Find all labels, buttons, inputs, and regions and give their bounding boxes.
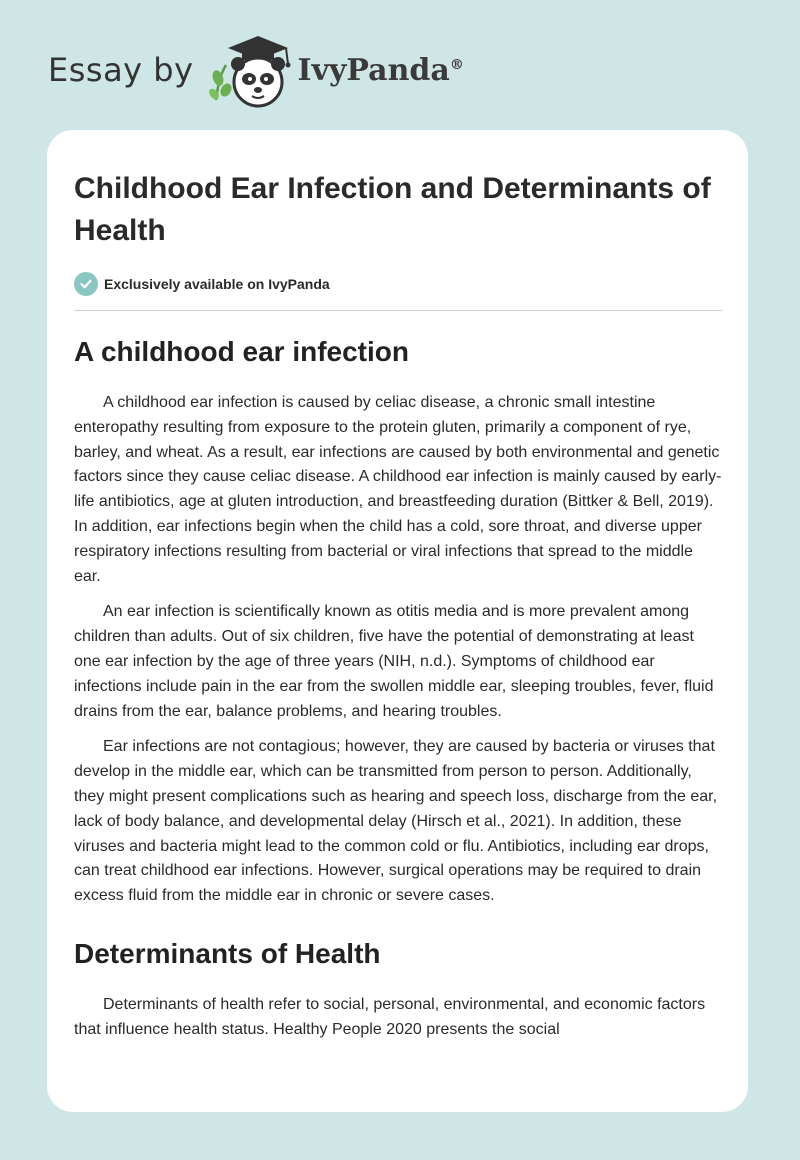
exclusive-badge <box>74 272 722 296</box>
essay-card <box>47 130 748 1112</box>
panda-logo-icon[interactable] <box>206 30 296 110</box>
section-heading: A childhood ear infection <box>74 336 409 367</box>
brand-name[interactable]: IvyPanda® <box>297 52 464 88</box>
paragraph: An ear infection is scientifically known as otitis media and is more prevalent among children than adults. Out of six children, five have the potential of demonstrating at least one ear infection by the age of three years (NIH, n.d.). Symptoms of childhood ear infections include pain in the ear from the swollen middle ear, sleeping troubles, fever, fluid drains from the ear, balance problems, and hearing troubles. <box>74 603 714 720</box>
paragraph: Ear infections are not contagious; however, they are caused by bacteria or viruses that develop in the middle ear, which can be transmitted from person to person. Additionally, they might present complications such as hearing and speech loss, discharge from the ear, lack of body balance, and developmental delay (Hirsch et al., 2021). In addition, these viruses and bacteria might lead to the common cold or flu. Antibiotics, including ear drops, can treat childhood ear infections. However, surgical operations may be required to drain excess fluid from the middle ear in chronic or severe cases. <box>74 738 718 905</box>
paragraph: Determinants of health refer to social, personal, environmental, and economic factors that influence health status. Healthy People 2020 presents the social <box>74 995 706 1038</box>
check-icon <box>74 272 98 296</box>
divider <box>74 310 722 311</box>
site-header <box>48 30 548 110</box>
paragraph: A childhood ear infection is caused by celiac disease, a chronic small intestine enteropathy resulting from exposure to the protein gluten, primarily a component of rye, barley, and wheat. As a result, ear infections are caused by both environmental and genetic factors since they cause celiac disease. A childhood ear infection is mainly caused by early-life antibiotics, age at gluten introduction, and breastfeeding duration (Bittker & Bell, 2019). In addition, ear infections begin when the child has a cold, sore throat, and diverse upper respiratory infections resulting from bacterial or viral infections that spread to the middle ear. <box>74 394 722 585</box>
section-heading: Determinants of Health <box>74 937 381 969</box>
page-title: Childhood Ear Infection and Determinants of Health <box>74 172 711 247</box>
exclusive-label: Exclusively available on IvyPanda <box>104 276 330 292</box>
brand-prefix: Essay by <box>48 51 194 89</box>
